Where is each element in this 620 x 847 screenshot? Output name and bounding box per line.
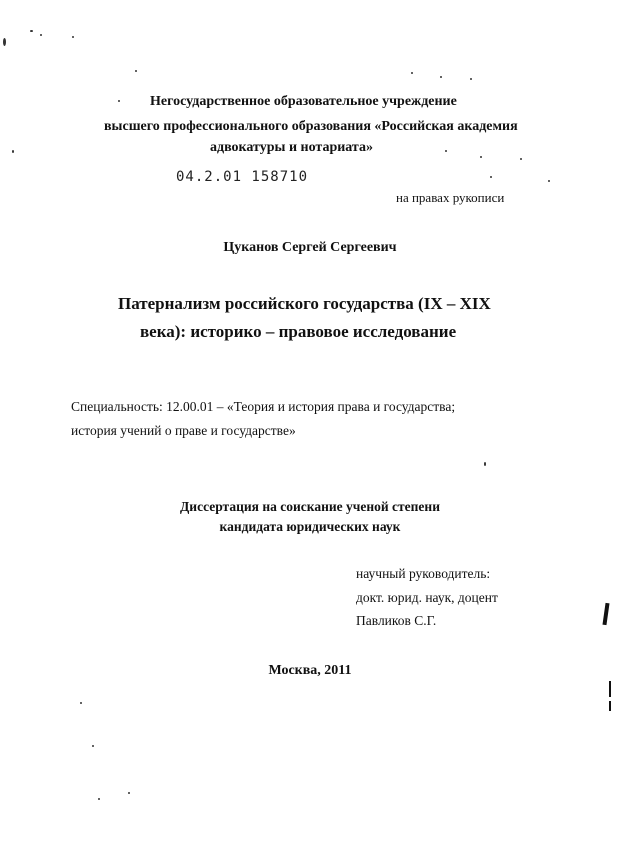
scan-speck — [12, 150, 14, 153]
city-year: Москва, 2011 — [268, 663, 352, 678]
dissertation-type-line-2: кандидата юридических наук — [219, 519, 401, 534]
scan-speck — [30, 30, 33, 32]
scan-speck — [72, 36, 74, 38]
organization-line-1: Негосударственное образовательное учреждение — [150, 94, 457, 109]
organization-line-2: высшего профессионального образования «Российская академия — [104, 119, 518, 134]
supervisor-role: научный руководитель: — [356, 566, 491, 581]
specialty-line-1: Специальность: 12.00.01 – «Теория и история права и государства; — [71, 399, 456, 414]
scan-speck — [411, 72, 413, 74]
scan-speck — [445, 150, 447, 152]
scan-speck — [480, 156, 482, 158]
scan-speck — [470, 78, 472, 80]
scan-speck — [490, 176, 492, 178]
registration-stamp-number: 04.2.01 158710 — [176, 169, 309, 185]
scan-speck — [484, 462, 486, 466]
scan-speck — [80, 702, 82, 704]
scan-speck — [118, 100, 120, 102]
supervisor-degree: докт. юрид. наук, доцент — [356, 590, 498, 605]
specialty-line-2: история учений о праве и государстве» — [71, 423, 296, 438]
manuscript-rights-note: на правах рукописи — [396, 190, 505, 205]
scan-speck — [548, 180, 550, 182]
edge-mark — [609, 701, 611, 711]
edge-mark — [609, 681, 611, 697]
author-name: Цуканов Сергей Сергеевич — [223, 240, 397, 255]
scan-speck — [92, 745, 94, 747]
scan-speck — [3, 38, 6, 46]
scan-speck — [98, 798, 100, 800]
dissertation-type-line-1: Диссертация на соискание ученой степени — [180, 499, 440, 514]
scan-speck — [440, 76, 442, 78]
scan-speck — [135, 70, 137, 72]
scan-speck — [520, 158, 522, 160]
supervisor-name: Павликов С.Г. — [356, 613, 437, 628]
scan-speck — [128, 792, 130, 794]
title-line-2: века): историко – правовое исследование — [140, 322, 457, 341]
edge-mark — [602, 603, 609, 625]
scan-speck — [40, 34, 42, 36]
organization-line-3: адвокатуры и нотариата» — [210, 140, 373, 155]
title-line-1: Патернализм российского государства (IX – XIX — [118, 294, 491, 313]
